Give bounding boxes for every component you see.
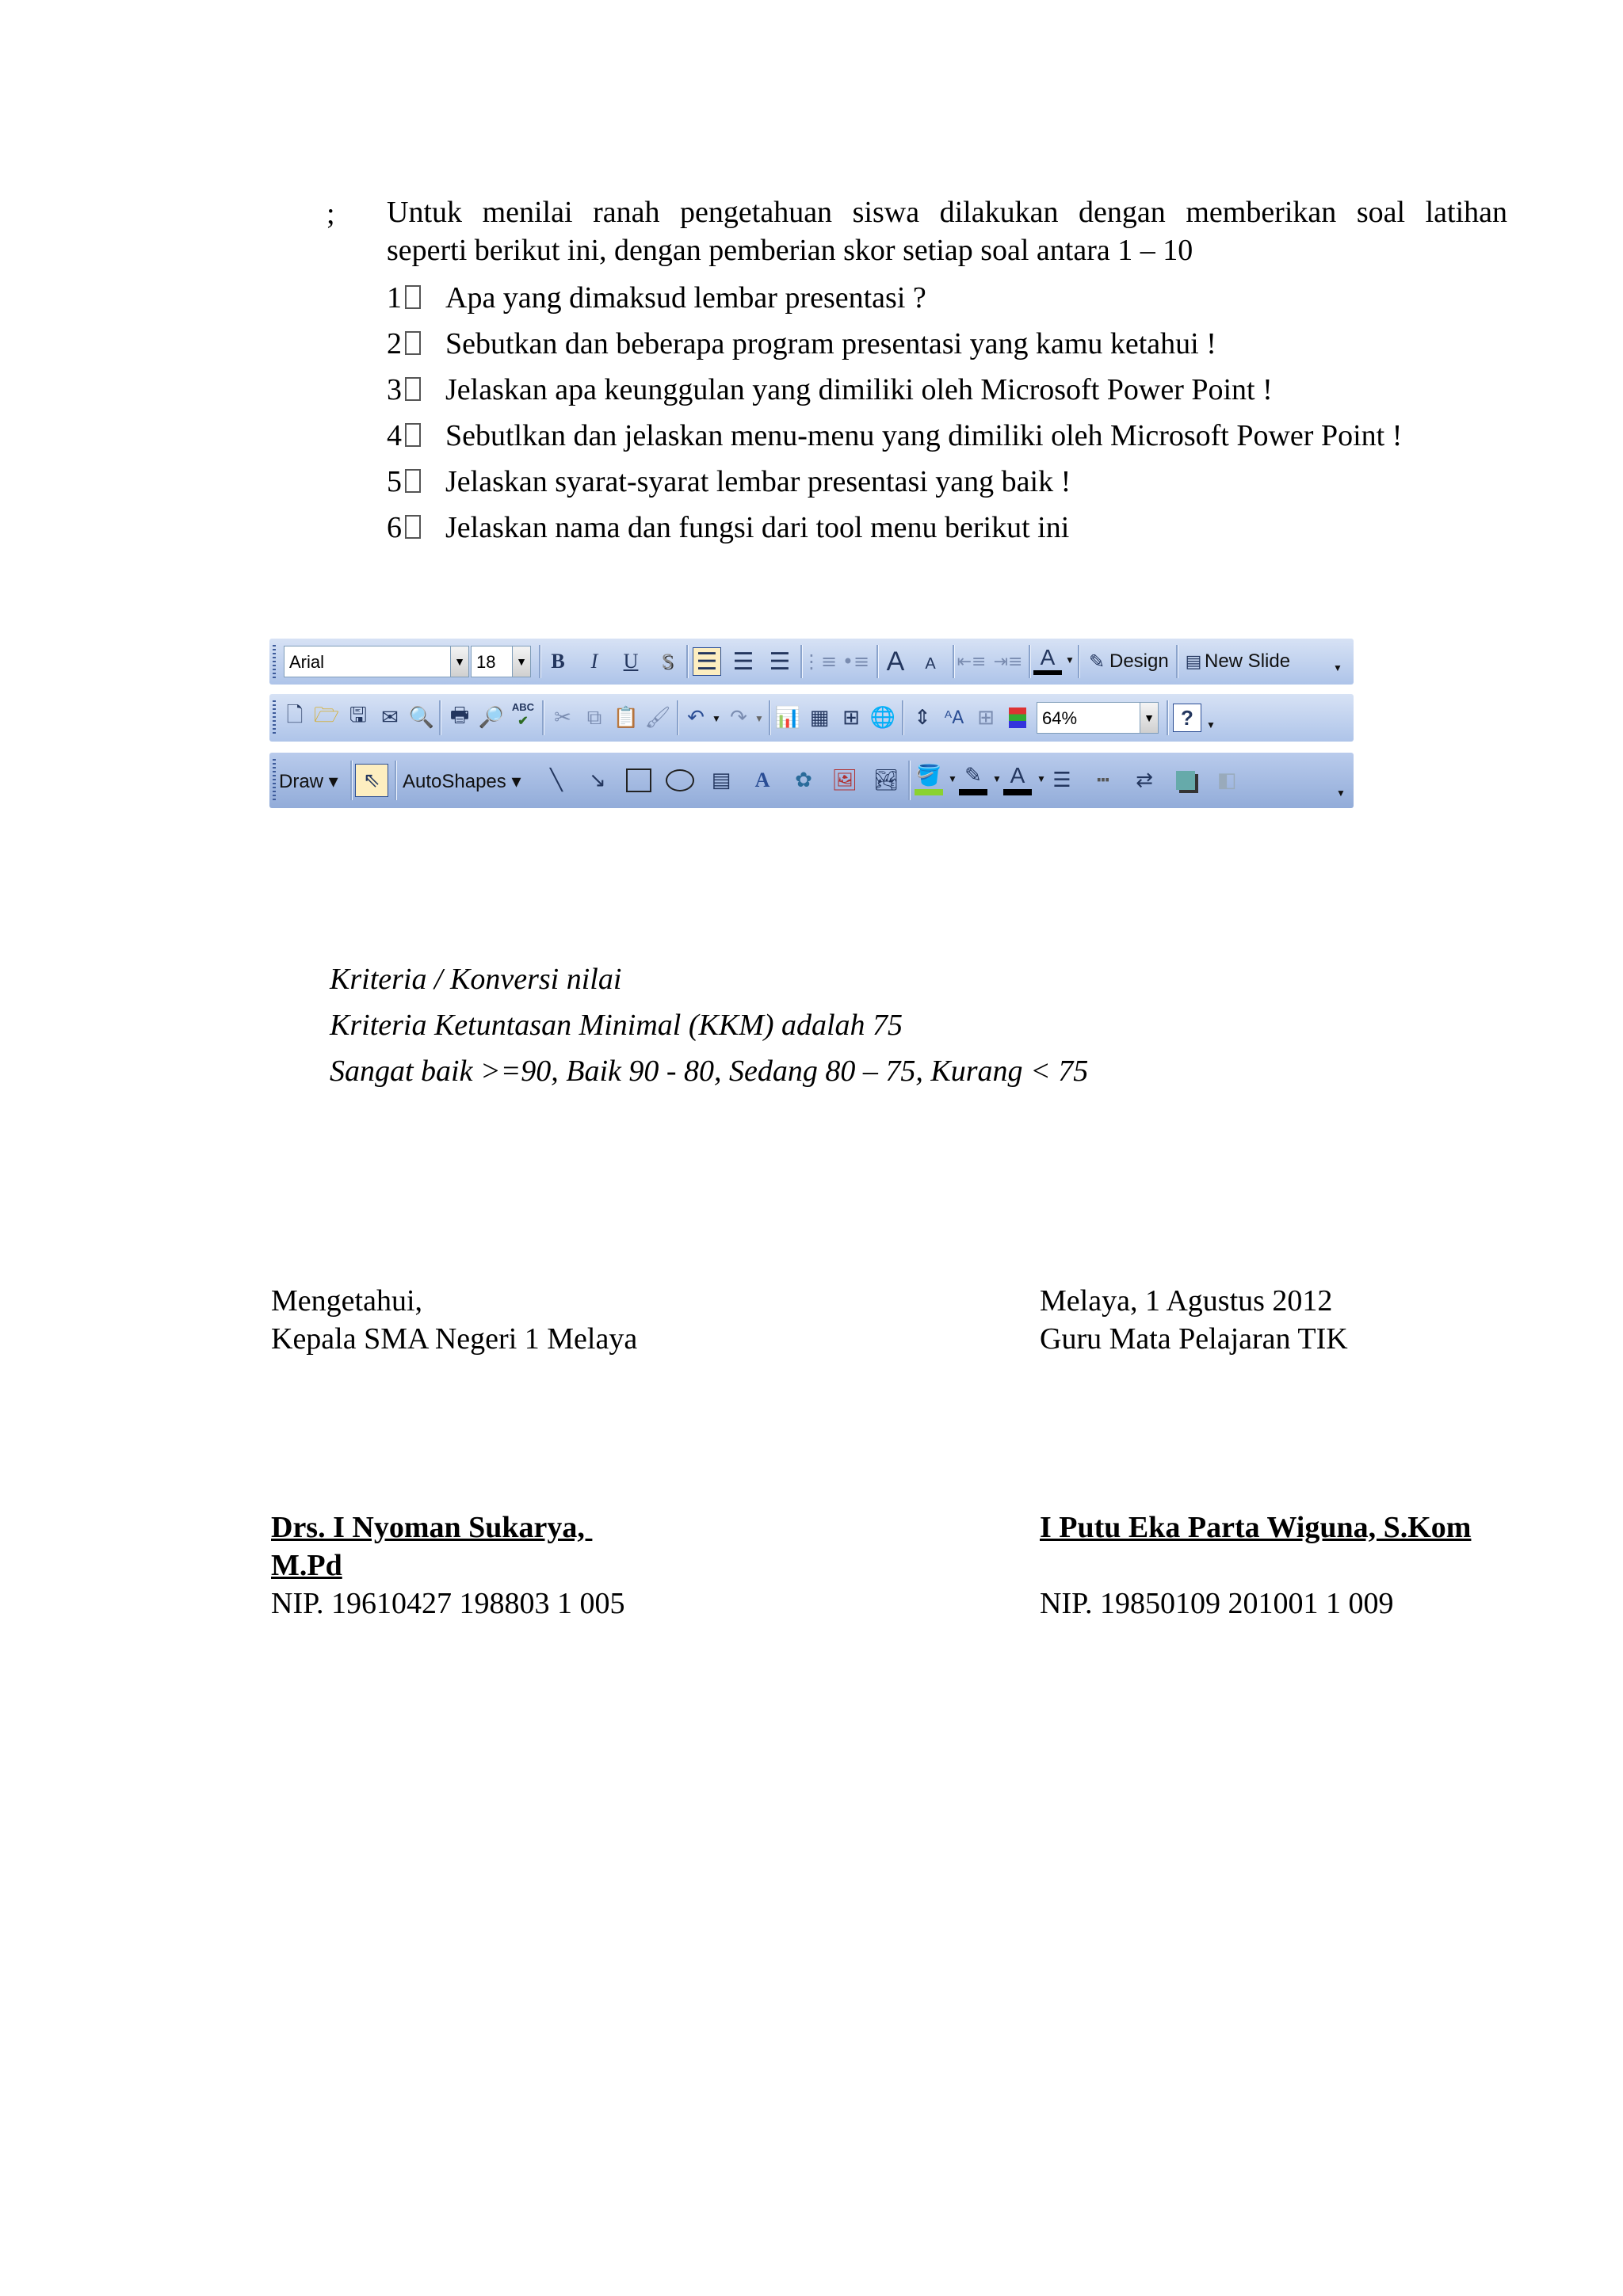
criteria-scale: Sangat baik >=90, Baik 90 - 80, Sedang 80 – 75, Kurang < 75: [330, 1055, 1089, 1088]
align-left-button[interactable]: [693, 647, 721, 676]
spelling-button[interactable]: ABC ✔: [511, 700, 535, 728]
signature-date: Melaya, 1 Agustus 2012: [1040, 1284, 1333, 1318]
zoom-combo[interactable]: [1037, 702, 1159, 734]
question-text: Jelaskan nama dan fungsi dari tool menu berikut ini: [445, 511, 1070, 544]
font-color-button[interactable]: [1033, 645, 1062, 675]
arrow-icon: ↘: [589, 769, 606, 792]
open-button[interactable]: [312, 704, 341, 732]
standard-toolbar: [269, 694, 1354, 742]
color-grayscale-icon: [1009, 707, 1026, 728]
help-icon: ?: [1181, 705, 1193, 730]
zoom-value: 64%: [1042, 708, 1078, 728]
diagram-button[interactable]: [789, 766, 818, 795]
grid-icon: ⊞: [977, 706, 995, 730]
question-number: 6: [387, 509, 421, 547]
table-icon: ▦: [809, 706, 830, 730]
intro-line-1: Untuk menilai ranah pengetahuan siswa dilakukan dengan memberikan soal latihan: [387, 196, 1507, 229]
paste-icon: 📋: [613, 706, 640, 730]
question-number: 3: [387, 371, 421, 409]
hyperlink-icon: 🌐: [869, 706, 896, 730]
shadow-button[interactable]: [653, 647, 682, 676]
font-name-combo[interactable]: [284, 646, 469, 677]
pen-icon: ✎: [964, 764, 982, 788]
redo-icon: ↷: [730, 706, 747, 730]
font-color-dropdown-icon[interactable]: ▼: [1065, 654, 1075, 666]
copy-icon: ⧉: [586, 705, 602, 730]
numbered-list-icon: ⋮≡: [801, 650, 838, 673]
oval-icon: [666, 769, 694, 791]
format-painter-button[interactable]: [643, 704, 672, 732]
line-style-button[interactable]: [1048, 766, 1076, 795]
help-button[interactable]: [1173, 704, 1201, 732]
save-icon: 🖫: [349, 704, 368, 727]
signature-left-name: Drs. I Nyoman Sukarya,: [271, 1511, 593, 1544]
tables-borders-button[interactable]: [837, 704, 865, 732]
increase-indent-button[interactable]: [994, 647, 1022, 676]
question-number: 2: [387, 325, 421, 363]
draw-menu-button[interactable]: Draw ▾: [279, 771, 338, 792]
signature-right-name: I Putu Eka Parta Wiguna, S.Kom: [1040, 1511, 1472, 1544]
tables-borders-icon: ⊞: [842, 706, 860, 730]
font-size-combo[interactable]: [471, 646, 531, 677]
question-text: Sebutkan dan beberapa program presentasi yang kamu ketahui !: [445, 327, 1216, 360]
design-button[interactable]: Design: [1109, 650, 1169, 672]
dash-style-icon: ┅: [1097, 769, 1109, 792]
fill-color-button[interactable]: [915, 762, 943, 795]
draw-label: Draw: [279, 771, 324, 792]
new-slide-button[interactable]: New Slide: [1205, 650, 1291, 672]
expand-all-button[interactable]: [908, 704, 937, 732]
show-grid-button[interactable]: [972, 704, 1000, 732]
autoshapes-label: AutoShapes: [403, 771, 506, 792]
underline-button[interactable]: [617, 647, 645, 676]
spelling-icon: ABC: [511, 700, 535, 713]
signature-left-title: M.Pd: [271, 1549, 342, 1582]
dash-style-button[interactable]: [1089, 766, 1117, 795]
shrink-font-button[interactable]: [916, 650, 945, 678]
rectangle-button[interactable]: [624, 766, 653, 795]
scissors-icon: ✂: [554, 706, 571, 730]
question-text: Jelaskan apa keunggulan yang dimiliki oleh Microsoft Power Point !: [445, 373, 1273, 406]
print-preview-button[interactable]: [477, 704, 506, 732]
question-number: 5: [387, 463, 421, 501]
draw-font-color-button[interactable]: [1003, 762, 1032, 795]
undo-button[interactable]: [682, 704, 710, 732]
font-color-icon: A: [1010, 763, 1025, 788]
print-icon: 🖶: [449, 704, 470, 727]
question-number: 1: [387, 279, 421, 317]
color-grayscale-button[interactable]: [1003, 704, 1032, 732]
chevron-down-icon[interactable]: ▼: [1140, 703, 1158, 733]
grow-font-icon: A: [886, 646, 905, 677]
save-button[interactable]: [344, 704, 372, 732]
insert-hyperlink-button[interactable]: [869, 704, 897, 732]
underline-icon: U: [623, 650, 639, 673]
arrow-style-button[interactable]: [1130, 766, 1159, 795]
criteria-heading: Kriteria / Konversi nilai: [330, 963, 622, 996]
permission-icon: ✉: [381, 706, 399, 730]
signature-left-nip: NIP. 19610427 198803 1 005: [271, 1587, 625, 1620]
question-text: Apa yang dimaksud lembar presentasi ?: [445, 281, 926, 315]
arrow-style-icon: ⇄: [1136, 769, 1153, 792]
shadow-style-button[interactable]: [1171, 766, 1200, 795]
line-color-dropdown-icon[interactable]: ▼: [992, 773, 1002, 784]
brush-icon: 🖌: [644, 706, 671, 730]
chevron-down-icon[interactable]: ▼: [450, 646, 468, 677]
wordart-button[interactable]: [748, 766, 777, 795]
toolbar-options-icon[interactable]: ▼: [1206, 719, 1216, 730]
clip-art-icon: 🖼: [831, 769, 858, 792]
undo-icon: ↶: [687, 706, 705, 730]
chart-icon: 📊: [774, 706, 801, 730]
formatting-toolbar: [269, 639, 1354, 685]
toolbar-grip[interactable]: [273, 645, 276, 678]
align-center-button[interactable]: [729, 647, 758, 676]
font-name-value: Arial: [289, 652, 325, 672]
insert-picture-button[interactable]: [872, 766, 900, 795]
question-number: 4: [387, 417, 421, 455]
bulleted-list-icon: •≡: [842, 650, 870, 673]
toolbar-options-icon[interactable]: ▼: [1336, 788, 1346, 799]
bullets-button[interactable]: [842, 647, 870, 676]
align-left-icon: ☰: [696, 647, 718, 676]
redo-dropdown-icon[interactable]: ▼: [754, 713, 764, 724]
align-right-icon: ☰: [769, 647, 791, 676]
oval-button[interactable]: [666, 766, 694, 795]
insert-table-button[interactable]: [805, 704, 834, 732]
signature-right-nip: NIP. 19850109 201001 1 009: [1040, 1587, 1394, 1620]
show-formatting-button[interactable]: [940, 704, 968, 732]
italic-icon: I: [590, 650, 598, 673]
cube-icon: ◧: [1216, 769, 1237, 792]
decrease-indent-icon: ⇤≡: [957, 651, 987, 672]
new-document-button[interactable]: [281, 704, 309, 732]
numbering-button[interactable]: [801, 647, 838, 676]
research-button[interactable]: [407, 704, 436, 732]
shadow-icon: S: [661, 650, 674, 673]
increase-indent-icon: ⇥≡: [993, 651, 1023, 672]
fill-bucket-icon: 🪣: [915, 764, 942, 788]
clip-art-button[interactable]: [831, 766, 859, 795]
shrink-font-icon: A: [925, 654, 936, 673]
permission-button[interactable]: [376, 704, 404, 732]
question-text: Jelaskan syarat-syarat lembar presentasi yang baik !: [445, 465, 1071, 498]
list-bullet: ;: [327, 197, 335, 231]
line-style-icon: ☰: [1052, 769, 1071, 792]
new-document-icon: 🗋: [286, 704, 304, 727]
expand-all-icon: ⇕: [914, 706, 931, 730]
show-formatting-icon: ᴬA: [944, 707, 964, 728]
rectangle-icon: [626, 769, 651, 792]
autoshapes-menu-button[interactable]: AutoShapes ▾: [403, 771, 521, 792]
decrease-indent-button[interactable]: [957, 647, 986, 676]
wordart-icon: A: [754, 769, 770, 791]
folder-open-icon: 🗁: [313, 704, 340, 727]
design-icon: ✎: [1088, 650, 1106, 673]
paste-button[interactable]: [612, 704, 640, 732]
research-icon: 🔍: [408, 706, 435, 730]
arrow-button[interactable]: [583, 766, 612, 795]
print-preview-icon: 🔎: [478, 706, 505, 730]
criteria-kkm: Kriteria Ketuntasan Minimal (KKM) adalah 75: [330, 1009, 903, 1042]
chevron-down-icon[interactable]: ▼: [512, 646, 530, 677]
italic-button[interactable]: [580, 647, 609, 676]
undo-dropdown-icon[interactable]: ▼: [712, 713, 721, 724]
signature-right-position: Guru Mata Pelajaran TIK: [1040, 1322, 1348, 1356]
redo-button[interactable]: [724, 704, 753, 732]
3d-style-button[interactable]: [1212, 766, 1241, 795]
line-color-button[interactable]: [959, 762, 987, 795]
text-box-button[interactable]: [707, 766, 735, 795]
grow-font-button[interactable]: [881, 647, 910, 676]
copy-button[interactable]: [580, 704, 609, 732]
fill-color-dropdown-icon[interactable]: ▼: [948, 773, 957, 784]
intro-line-2: seperti berikut ini, dengan pemberian skor setiap soal antara 1 – 10: [387, 234, 1193, 267]
align-right-button[interactable]: [766, 647, 794, 676]
print-button[interactable]: [445, 704, 474, 732]
drawing-toolbar: [269, 753, 1354, 808]
line-button[interactable]: [542, 766, 571, 795]
text-box-icon: ▤: [711, 769, 731, 792]
intro-paragraph: [387, 193, 1507, 269]
shadow-style-icon: [1176, 771, 1195, 790]
toolbar-options-icon[interactable]: ▼: [1333, 662, 1342, 673]
cursor-icon: ⇖: [363, 769, 380, 792]
toolbar-grip[interactable]: [273, 759, 276, 802]
toolbar-grip[interactable]: [273, 700, 276, 735]
signature-left-position: Kepala SMA Negeri 1 Melaya: [271, 1322, 638, 1356]
bold-button[interactable]: [544, 647, 572, 676]
signature-left-line1: Mengetahui,: [271, 1284, 423, 1318]
insert-chart-button[interactable]: [773, 704, 802, 732]
font-color-icon: A: [1040, 645, 1056, 669]
cut-button[interactable]: [548, 704, 577, 732]
draw-font-color-dropdown-icon[interactable]: ▼: [1037, 773, 1046, 784]
diagram-icon: ✿: [795, 769, 812, 792]
font-size-value: 18: [476, 652, 496, 672]
select-objects-button[interactable]: [355, 764, 388, 797]
picture-icon: 🏞: [873, 769, 899, 792]
bold-icon: B: [551, 650, 565, 673]
question-text: Sebutlkan dan jelaskan menu-menu yang dimiliki oleh Microsoft Power Point !: [445, 419, 1403, 452]
line-icon: ╲: [550, 769, 563, 792]
new-slide-icon: ▤: [1185, 651, 1202, 672]
align-center-icon: ☰: [732, 647, 754, 676]
